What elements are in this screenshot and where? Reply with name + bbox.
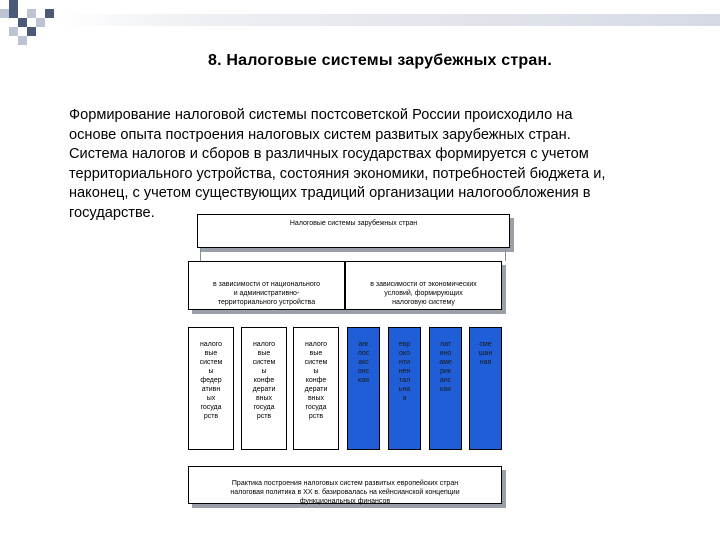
right-item-mixed: сме шан ная bbox=[469, 327, 502, 450]
left-item-confederal-2: налого вые систем ы конфе дерати вных госуда рств bbox=[293, 327, 339, 450]
intro-paragraph: Формирование налоговой системы постсоветской России происходило на основе опыта построения налоговых систем развитых зарубежных стран. Система налогов и сборов в различных государствах формируется с учетом территориального устройства, состояния экономики, потребностей бюджета и, наконец, с учетом существующих традиций организации налогообложения в государстве. bbox=[69, 107, 606, 221]
page-title: 8. Налоговые системы зарубежных стран. bbox=[208, 52, 552, 69]
left-group-label: в зависимости от национального и административно- территориального устройства bbox=[212, 281, 321, 306]
footer-box bbox=[188, 466, 502, 504]
footer-label: Практика построения налоговых систем развитых европейских стран налоговая политика в XX в. базировалась на кейнсианской концепции функциональных финансов bbox=[230, 480, 460, 505]
left-item-federal: налого вые систем ы федер ативн ых госуда рств bbox=[188, 327, 234, 450]
left-item-confederal-1: налого вые систем ы конфе дерати вных госуда рств bbox=[241, 327, 287, 450]
connector-left bbox=[200, 248, 201, 261]
diagram-root-label: Налоговые системы зарубежных стран bbox=[289, 220, 418, 227]
right-group-label: в зависимости от экономических условий, формирующих налоговую систему bbox=[370, 281, 477, 306]
decorative-top-bar bbox=[58, 14, 720, 26]
diagram-root-box bbox=[197, 214, 510, 248]
right-item-latinamerican: лат ино аме рик анс кая bbox=[429, 327, 462, 450]
right-group-box bbox=[345, 261, 502, 310]
right-item-anglosaxon: анг лос акс онс кая bbox=[347, 327, 380, 450]
decorative-corner bbox=[0, 0, 60, 45]
right-item-continental: евр око нти нен тал ьна я bbox=[388, 327, 421, 450]
connector-right bbox=[505, 248, 506, 261]
left-group-box bbox=[188, 261, 345, 310]
